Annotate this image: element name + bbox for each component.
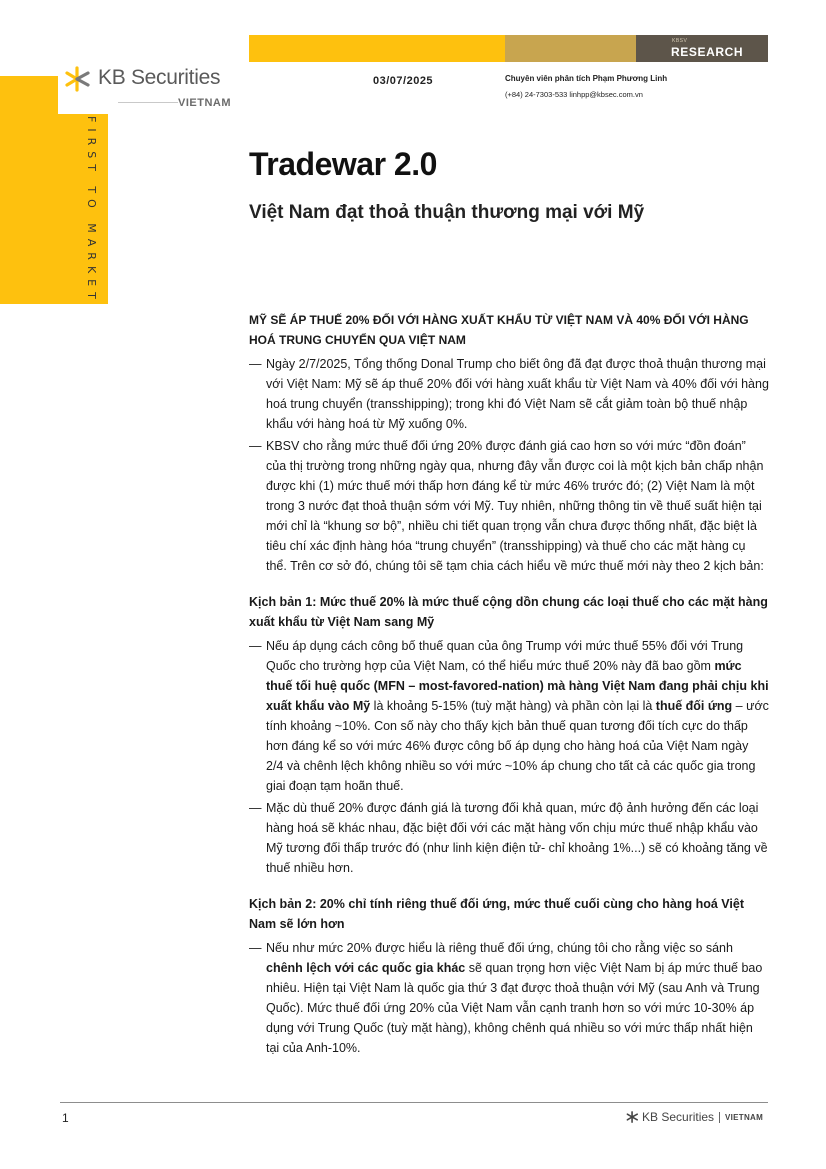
bullet-bold-text: mức thuế tối huệ quốc (MFN – most-favored-nation) mà hàng Việt Nam đang phải chịu khi xuất khẩu vào Mỹ (266, 659, 769, 713)
bullet-text: KBSV cho rằng mức thuế đối ứng 20% được đánh giá cao hơn so với mức “đồn đoán” của thị trường trong những ngày qua, nhưng đây vẫn được coi là một kịch bản chấp nhận được khi (1) mức thuế mới thấp hơn đáng kể từ mức 46% trước đó; (2) Việt Nam là một trong 3 nước đạt thoả thuận sớm với Mỹ. Tuy nhiên, những thông tin về thuế suất hiện tại mới chỉ là “khung sơ bộ”, nhiều chi tiết quan trọng vẫn chưa được thống nhất, đặc biệt là tiêu chí xác định hàng hóa “trung chuyển” (transshipping) và thuế cho các mặt hàng cụ thể. Trên cơ sở đó, chúng tôi sẽ tạm chia cách hiểu về mức thuế mới này theo 2 kịch bản: (266, 439, 764, 573)
bullet-text: sẽ quan trọng hơn việc Việt Nam bị áp mức thuế bao nhiêu. Hiện tại Việt Nam là quốc gia thứ 3 đạt được thoả thuận với Mỹ (sau Anh và Trung Quốc). Mức thuế đối ứng 20% của Việt Nam vẫn cạnh tranh hơn so với mức 10-30% áp dụng với Trung Quốc (tuỳ mặt hàng), không chênh quá nhiều so với mức thấp nhất hiện tại của Anh-10%. (266, 961, 763, 1055)
bullet-bold-text: chênh lệch với các quốc gia khác (266, 961, 466, 975)
report-body (249, 310, 769, 1060)
footer-brand-name: KB Securities (642, 1110, 715, 1124)
header-bar-yellow (249, 35, 505, 62)
footer-brand-country: VIETNAM (725, 1113, 764, 1122)
logo-country: VIETNAM (178, 97, 231, 109)
bullet-item: — Nếu áp dụng cách công bố thuế quan của ông Trump với mức thuế 55% đối với Trung Quốc cho trường hợp của Việt Nam, có thể hiểu mức thuế 20% này đã bao gồm mức thuế tối huệ quốc (MFN – most-favored-nation) mà hàng Việt Nam đang phải chịu khi xuất khẩu vào Mỹ là khoảng 5-15% (tuỳ mặt hàng) và phần còn lại là thuế đối ứng – ước tính khoảng ~10%. Con số này cho thấy kịch bản thuế quan tương đối tích cực do thấp hơn đáng kể so với mức 46% được công bố áp dụng cho hàng hoá của Việt Nam ngày 2/4 và chênh lệch không nhiều so với mức ~10% áp chung cho tất cả các quốc gia trong giai đoạn tạm hoãn thuế. (249, 639, 769, 793)
analyst-name: Chuyên viên phân tích Phạm Phương Linh (505, 74, 668, 83)
section-scenario-2 (249, 894, 769, 1058)
bullet-item: — KBSV cho rằng mức thuế đối ứng 20% được đánh giá cao hơn so với mức “đồn đoán” của thị trường trong những ngày qua, nhưng đây vẫn được coi là một kịch bản chấp nhận được khi (1) mức thuế mới thấp hơn đáng kể từ mức 46% trước đó; (2) Việt Nam là một trong 3 nước đạt thoả thuận sớm với Mỹ. Tuy nhiên, những thông tin về thuế suất hiện tại mới chỉ là “khung sơ bộ”, nhiều chi tiết quan trọng vẫn chưa được thống nhất, đặc biệt là tiêu chí xác định hàng hóa “trung chuyển” (transshipping) và thuế cho các mặt hàng cụ thể. Trên cơ sở đó, chúng tôi sẽ tạm chia cách hiểu về mức thuế mới này theo 2 kịch bản: (249, 439, 764, 573)
document-title: Tradewar 2.0 (249, 146, 437, 182)
report-date: 03/07/2025 (373, 75, 434, 87)
footer-separator (719, 1112, 720, 1123)
section-scenario-1 (249, 592, 769, 878)
bullet-item: — Mặc dù thuế 20% được đánh giá là tương đối khả quan, mức độ ảnh hưởng đến các loại hàng hoá sẽ khác nhau, đặc biệt đối với các mặt hàng vốn chịu mức thuế nhập khẩu vào Mỹ tương đối thấp trước đó (như linh kiện điện tử- chỉ khoảng 1%...) sẽ có khoảng tăng về thuế nhiều hơn. (249, 801, 768, 875)
bullet-item: — Nếu như mức 20% được hiểu là riêng thuế đối ứng, chúng tôi cho rằng việc so sánh chênh lệch với các quốc gia khác sẽ quan trọng hơn việc Việt Nam bị áp mức thuế bao nhiêu. Hiện tại Việt Nam là quốc gia thứ 3 đạt được thoả thuận với Mỹ (sau Anh và Trung Quốc). Mức thuế đối ứng 20% của Việt Nam vẫn cạnh tranh hơn so với mức 10-30% áp dụng với Trung Quốc (tuỳ mặt hàng), không chênh quá nhiều so với mức thấp nhất hiện tại của Anh-10%. (249, 941, 763, 1055)
bullet-text: Nếu như mức 20% được hiểu là riêng thuế đối ứng, chúng tôi cho rằng việc so sánh (266, 941, 733, 955)
bullet-item: — Ngày 2/7/2025, Tổng thống Donal Trump cho biết ông đã đạt được thoả thuận thương mại với Việt Nam: Mỹ sẽ áp thuế 20% đối với hàng xuất khẩu từ Việt Nam và 40% đối với hàng hoá trung chuyển (transshipping); trong khi đó Việt Nam sẽ cắt giảm toàn bộ thuế nhập khẩu với hàng hoá từ Mỹ xuống 0%. (249, 357, 769, 431)
bullet-text: – ước tính khoảng ~10%. Con số này cho thấy kịch bản thuế quan tương đối tích cực do thấp hơn đáng kể so với mức 46% được công bố áp dụng cho hàng hoá của Việt Nam ngày 2/4 và chênh lệch không nhiều so với mức ~10% áp chung cho tất cả các quốc gia trong giai đoạn tạm hoãn thuế. (266, 699, 769, 793)
bullet-text: Ngày 2/7/2025, Tổng thống Donal Trump cho biết ông đã đạt được thoả thuận thương mại với Việt Nam: Mỹ sẽ áp thuế 20% đối với hàng xuất khẩu từ Việt Nam và 40% đối với hàng hoá trung chuyển (transshipping); trong khi đó Việt Nam sẽ cắt giảm toàn bộ thuế nhập khẩu với hàng hoá từ Mỹ xuống 0%. (266, 357, 769, 431)
header-bar-gold (505, 35, 636, 62)
footer-divider (60, 1102, 768, 1103)
bullet-text: Mặc dù thuế 20% được đánh giá là tương đối khả quan, mức độ ảnh hưởng đến các loại hàng hoá sẽ khác nhau, đặc biệt đối với các mặt hàng vốn chịu mức thuế nhập khẩu vào Mỹ tương đối thấp trước đó (như linh kiện điện tử- chỉ khoảng 1%...) sẽ có khoảng tăng về thuế nhiều hơn. (266, 801, 768, 875)
analyst-contact: (+84) 24-7303-533 linhpp@kbsec.com.vn (505, 90, 643, 99)
bullet-bold-text: thuế đối ứng (655, 699, 733, 713)
kbsv-small-label: KBSV (672, 38, 688, 44)
kb-star-logo-icon (62, 64, 96, 94)
section-heading: MỸ SẼ ÁP THUẾ 20% ĐỐI VỚI HÀNG XUẤT KHẨU TỪ VIỆT NAM VÀ 40% ĐỐI VỚI HÀNG HOÁ TRUNG CHUYỂN QUA VIỆT NAM (249, 313, 749, 347)
page-number: 1 (62, 1111, 69, 1125)
logo-divider (118, 102, 178, 103)
logo-brand-name: KB Securities (98, 66, 221, 89)
section-heading: Kịch bản 1: Mức thuế 20% là mức thuế cộng dồn chung các loại thuế cho các mặt hàng xuất khẩu từ Việt Nam sang Mỹ (249, 595, 768, 629)
side-label: FIRST TO MARKET (85, 116, 98, 305)
bullet-text: là khoảng 5-15% (tuỳ mặt hàng) và phần còn lại là (370, 699, 656, 713)
section-heading: Kịch bản 2: 20% chỉ tính riêng thuế đối ứng, mức thuế cuối cùng cho hàng hoá Việt Nam sẽ lớn hơn (249, 897, 744, 931)
document-subtitle: Việt Nam đạt thoả thuận thương mại với Mỹ (249, 202, 645, 223)
research-label: RESEARCH (671, 45, 744, 59)
bullet-text: Nếu áp dụng cách công bố thuế quan của ông Trump với mức thuế 55% đối với Trung Quốc cho trường hợp của Việt Nam, có thể hiểu mức thuế 20% này đã bao gồm (266, 639, 744, 673)
kb-star-small-icon (625, 1110, 641, 1124)
section-tariff-overview (249, 310, 769, 576)
